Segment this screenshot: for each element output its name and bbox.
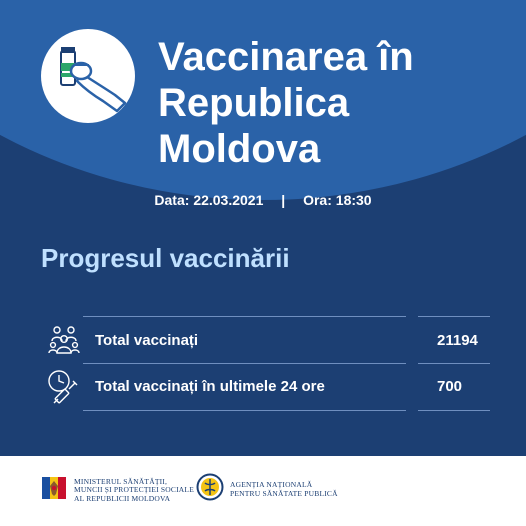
page-title	[158, 34, 498, 172]
footer	[0, 456, 526, 526]
moldova-coat-of-arms-icon	[40, 474, 68, 507]
time-label: Ora:	[303, 192, 332, 208]
divider	[83, 410, 406, 411]
divider	[83, 363, 406, 364]
agency-block	[196, 473, 338, 506]
people-group-icon	[48, 325, 80, 360]
date-label: Data:	[154, 192, 190, 208]
time-value: 18:30	[335, 192, 372, 208]
ministry-block	[40, 474, 194, 507]
agency-line: AGENȚIA NAȚIONALĂ	[230, 480, 313, 489]
vaccine-hand-icon	[41, 29, 135, 123]
ministry-name	[74, 478, 194, 504]
title-line-3: Moldova	[158, 127, 321, 171]
title-line-1: Vaccinarea în	[158, 35, 414, 79]
separator: |	[281, 192, 286, 208]
agency-line: PENTRU SĂNĂTATE PUBLICĂ	[230, 488, 338, 498]
title-line-2: Republica	[158, 81, 350, 125]
ministry-line: MUNCII ȘI PROTECȚIEI SOCIALE	[74, 485, 194, 495]
divider	[418, 316, 490, 317]
row-label-total: Total vaccinați	[95, 332, 199, 349]
section-title: Progresul vaccinării	[41, 243, 290, 273]
date-time-line	[0, 192, 526, 208]
row-value-total: 21194	[437, 332, 478, 349]
row-label-last-24h: Total vaccinați în ultimele 24 ore	[95, 378, 325, 395]
ministry-line: AL REPUBLICII MOLDOVA	[74, 493, 171, 503]
clock-syringe-icon	[47, 368, 81, 409]
agency-name	[230, 481, 338, 498]
divider	[418, 410, 490, 411]
agency-emblem-icon	[196, 473, 224, 506]
ministry-line: MINISTERUL SĂNĂTĂȚII,	[74, 476, 168, 486]
divider	[83, 316, 406, 317]
date-value: 22.03.2021	[193, 192, 264, 208]
divider	[418, 363, 490, 364]
row-value-last-24h: 700	[437, 378, 463, 395]
